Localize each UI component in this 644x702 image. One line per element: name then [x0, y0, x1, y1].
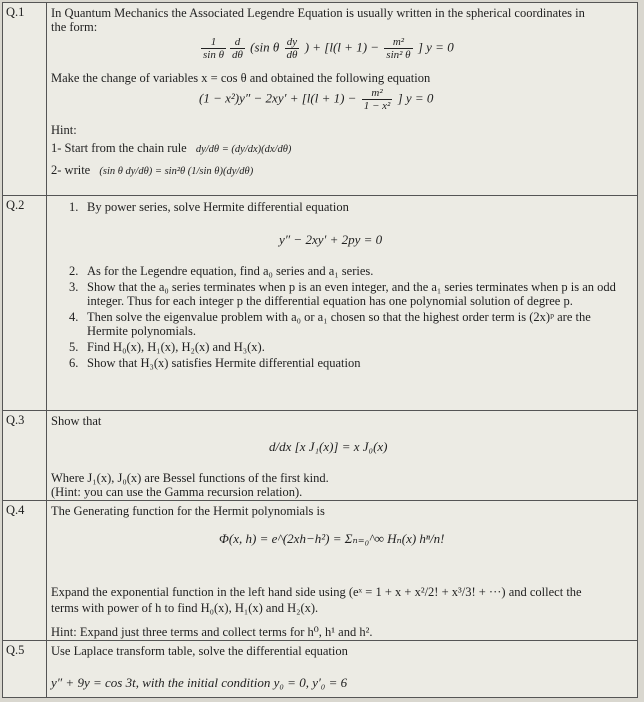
eq1-end: ] y = 0 [417, 39, 454, 55]
eq2-left: (1 − x²)y″ − 2xy′ + [l(l + 1) − [199, 90, 357, 106]
question-2 [3, 196, 637, 411]
q2-item-text: As for the Legendre equation, find a₀ series and a₁ series. [87, 264, 374, 278]
question-1 [3, 3, 637, 196]
question-5 [3, 641, 637, 697]
hermite-generating-function: Φ(x, h) = e^(2xh−h²) = Σₙ₌₀^∞ Hₙ(x) hⁿ/n! [219, 531, 445, 546]
q2-item-number: 6. [69, 356, 79, 370]
eq2-den: 1 − x² [363, 100, 391, 112]
q2-item-text: By power series, solve Hermite differential equation [87, 200, 349, 214]
q4-expand-line1: Expand the exponential function in the left hand side using (eˣ = 1 + x + x²/2! + x³/3! + ···) and collect the [51, 585, 582, 599]
q2-item-number: 4. [69, 310, 79, 324]
q2-item-number: 3. [69, 280, 79, 294]
question-number: Q.2 [3, 196, 47, 410]
q2-item [57, 200, 627, 214]
q3-where: Where J₁(x), J₀(x) are Bessel functions of the first kind. [51, 471, 329, 485]
q1-hint-1-text: 1- Start from the chain rule [51, 141, 187, 155]
q2-item [57, 340, 627, 354]
q2-item-number: 2. [69, 264, 79, 278]
q1-hint-label: Hint: [51, 123, 77, 137]
eq1-den-dtheta-2: dθ [286, 49, 298, 61]
eq1-den-sin2: sin² θ [386, 49, 411, 61]
q4-hint: Hint: Expand just three terms and collect terms for h⁰, h¹ and h². [51, 625, 373, 639]
eq1-num-m2: m² [384, 36, 412, 49]
q3-hint: (Hint: you can use the Gamma recursion relation). [51, 485, 303, 499]
q1-change-variables: Make the change of variables x = cos θ and obtained the following equation [51, 71, 431, 85]
q2-item [57, 280, 627, 308]
q5-intro: Use Laplace transform table, solve the differential equation [51, 644, 348, 658]
eq1-middle: ) + [l(l + 1) − [304, 39, 380, 55]
eq1-den-sin: sin θ [203, 49, 224, 61]
question-number: Q.5 [3, 641, 47, 697]
bessel-identity: d/dx [x J₁(x)] = x J₀(x) [269, 439, 388, 454]
q2-item [57, 356, 627, 370]
q2-item-text: Show that the a₀ series terminates when p is an even integer, and the a₁ series terminates when p is an odd integer. Thus for each integer p the differential equation has one polynomial solution of degree p. [87, 280, 616, 308]
hermite-equation: y″ − 2xy′ + 2py = 0 [279, 232, 383, 247]
legendre-equation-x [199, 87, 433, 112]
q2-item [57, 264, 627, 278]
q4-expand-line2: terms with power of h to find H₀(x), H₁(x) and H₂(x). [51, 601, 319, 615]
question-3 [3, 411, 637, 501]
question-4 [3, 501, 637, 641]
q3-show-that: Show that [51, 414, 102, 428]
eq1-num-d: d [230, 36, 245, 49]
q1-intro-line2: the form: [51, 20, 98, 34]
q1-hint-1-eq: dy/dθ = (dy/dx)(dx/dθ) [195, 144, 292, 155]
q2-item-list-continued [57, 264, 627, 372]
eq2-num-m2: m² [362, 87, 393, 100]
question-sheet [2, 2, 638, 698]
question-number: Q.3 [3, 411, 47, 500]
eq1-num-1: 1 [201, 36, 226, 49]
q2-item-number: 1. [69, 200, 79, 214]
laplace-equation: y″ + 9y = cos 3t, with the initial condition y₀ = 0, y′₀ = 6 [51, 675, 348, 690]
q2-item-text: Show that H₃(x) satisfies Hermite differential equation [87, 356, 361, 370]
eq1-paren-open: (sin θ [250, 39, 280, 55]
q2-item [57, 310, 627, 338]
q1-intro-line1: In Quantum Mechanics the Associated Legendre Equation is usually written in the spherical coordinates in [51, 6, 585, 20]
q1-hint-2-text: 2- write [51, 163, 91, 177]
q4-intro: The Generating function for the Hermit polynomials is [51, 504, 325, 518]
q2-item-number: 5. [69, 340, 79, 354]
question-number: Q.4 [3, 501, 47, 640]
q2-item-text: Find H₀(x), H₁(x), H₂(x) and H₃(x). [87, 340, 265, 354]
eq1-den-dtheta: dθ [232, 49, 243, 61]
q1-hint-2 [51, 163, 253, 179]
q1-hint-2-eq: (sin θ dy/dθ) = sin²θ (1/sin θ)(dy/dθ) [99, 166, 254, 177]
q1-hint-1 [51, 141, 291, 157]
question-number: Q.1 [3, 3, 47, 195]
q2-item-text: Then solve the eigenvalue problem with a₀ or a₁ chosen so that the highest order term is (2x)ᵖ are the Hermite polynomials. [87, 310, 591, 338]
q2-item-list [57, 200, 627, 216]
eq2-end: ] y = 0 [397, 90, 434, 106]
eq1-num-dy: dy [285, 36, 300, 49]
legendre-equation-spherical [199, 36, 454, 61]
